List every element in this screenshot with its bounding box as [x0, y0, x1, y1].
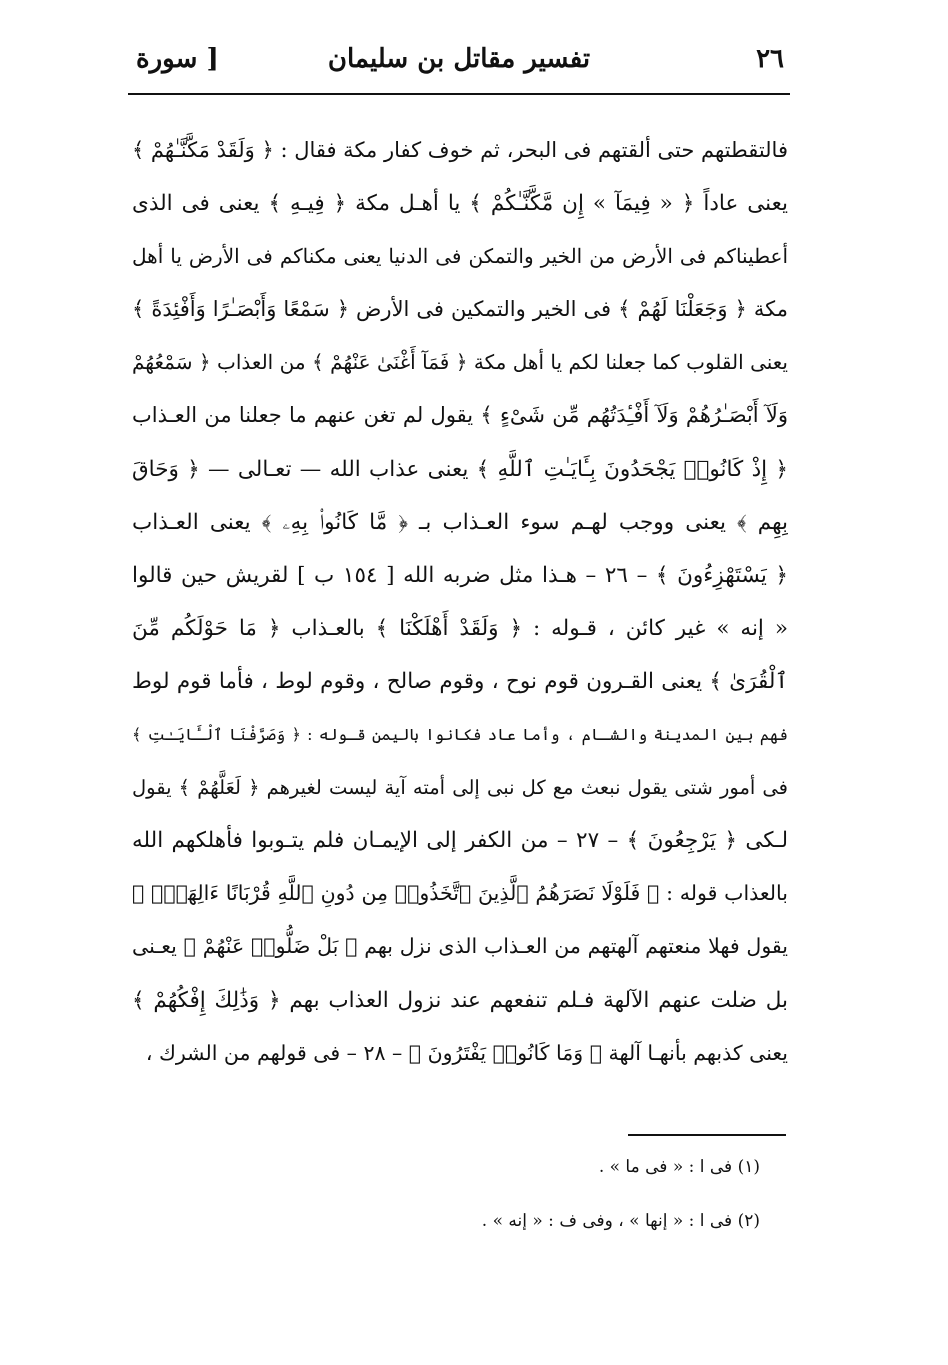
- footnote-rule: [628, 1134, 786, 1136]
- text-line: فهم بين المدينة والشـام ، وأما عاد فكانوا باليمن قـوله : ﴿ وَصَرَّفْنَا ٱلْـَٔايَـٰتِ ﴾: [132, 725, 788, 745]
- text-line: بالعذاب قوله : ﴿ فَلَوْلَا نَصَرَهُمُ ٱلَّذِينَ ٱتَّخَذُوا۟ مِن دُونِ ٱللَّهِ قُرْبَانًا ءَالِهَةًۢ ﴾: [132, 881, 788, 906]
- page-number: ٢٦: [756, 44, 784, 74]
- text-line: يعنى عاداً ﴿ « فِيمَآ » إِن مَّكَّنَّـٰكُمْ ﴾ يا أهـل مكة ﴿ فِيـهِ ﴾ يعنى فى الذى: [132, 191, 788, 217]
- text-line: أعطيناكم فى الأرض من الخير والتمكن فى الدنيا يعنى مكناكم فى الأرض يا أهل: [132, 244, 788, 269]
- header-rule: [128, 93, 790, 95]
- text-line: يعنى كذبهم بأنهـا آلهة ﴿ وَمَا كَانُوا۟ يَفْتَرُونَ ﴾ – ٢٨ – فى قولهم من الشرك ،: [145, 1040, 788, 1065]
- page-header: [130, 36, 788, 92]
- text-line: فى أمور شتى يقول نبعث مع كل نبى إلى أمته آية ليست لغيرهم ﴿ لَعَلَّهُمْ ﴾ يقول: [132, 776, 788, 800]
- text-line: بِهِم ﴾ يعنى ووجب لهـم سوء العـذاب بـ ﴿ مَّا كَانُوا۟ بِهِۦ ﴾ يعنى العـذاب: [132, 509, 788, 535]
- text-line: مكة ﴿ وَجَعَلْنَا لَهُمْ ﴾ فى الخير والتمكين فى الأرض ﴿ سَمْعًا وَأَبْصَـٰرًا وَأَفْئِدَةً ﴾: [132, 297, 788, 322]
- sura-label: [ سورة: [136, 44, 219, 74]
- footnote-2: (٢) فى ا : « إنها » ، وفى ف : « إنه » .: [481, 1211, 760, 1231]
- text-line: ٱلْقُرَىٰ ﴾ يعنى القـرون قوم نوح ، وقوم صالح ، وقوم لوط ، فأما قوم لوط: [132, 668, 788, 694]
- running-title: تفسير مقاتل بن سليمان: [327, 44, 591, 74]
- text-line: « إنه » غير كائن ، قـوله : ﴿ وَلَقَدْ أَهْلَكْنَا ﴾ بالعـذاب ﴿ مَا حَوْلَكُم مِّنَ: [132, 615, 788, 641]
- text-line: لـكى ﴿ يَرْجِعُونَ ﴾ – ٢٧ – من الكفر إلى الإيمـان فلم يتـوبوا فأهلكهم الله: [132, 828, 788, 854]
- footnotes: [360, 1152, 760, 1260]
- footnote-1: (١) فى ا : « فى ما » .: [598, 1157, 760, 1177]
- text-line: يعنى القلوب كما جعلنا لكم يا أهل مكة ﴿ فَمَآ أَغْنَىٰ عَنْهُمْ ﴾ من العذاب ﴿ سَمْعُهُمْ: [132, 350, 788, 375]
- body-text: [132, 124, 788, 1080]
- text-line: فالتقطتهم حتى ألقتهم فى البحر، ثم خوف كفار مكة فقال : ﴿ وَلَقَدْ مَكَّنَّـٰهُمْ ﴾: [132, 138, 788, 162]
- text-line: وَلَآ أَبْصَـٰرُهُمْ وَلَآ أَفْـِٔدَتُهُم مِّن شَىْءٍ ﴾ يقول لم تغن عنهم ما جعلنا من العـذاب: [132, 403, 788, 428]
- text-line: يقول فهلا منعتهم آلهتهم من العـذاب الذى نزل بهم ﴿ بَلْ ضَلُّوا۟ عَنْهُمْ ﴾ يعـنى: [132, 934, 788, 959]
- text-line: ﴿ إِذْ كَانُوا۟ يَجْحَدُونَ بِـَٔايَـٰتِ ٱللَّهِ ﴾ يعنى عذاب الله — تعـالى — ﴿ وَحَاقَ: [132, 456, 788, 482]
- text-line: ﴿ يَسْتَهْزِءُونَ ﴾ – ٢٦ – هـذا مثل ضربه الله [ ١٥٤ ب ] لقريش حين قالوا: [132, 562, 788, 588]
- text-line: بل ضلت عنهم الآلهة فـلم تنفعهم عند نزول العذاب بهم ﴿ وَذَٰلِكَ إِفْكُهُمْ ﴾: [132, 987, 788, 1013]
